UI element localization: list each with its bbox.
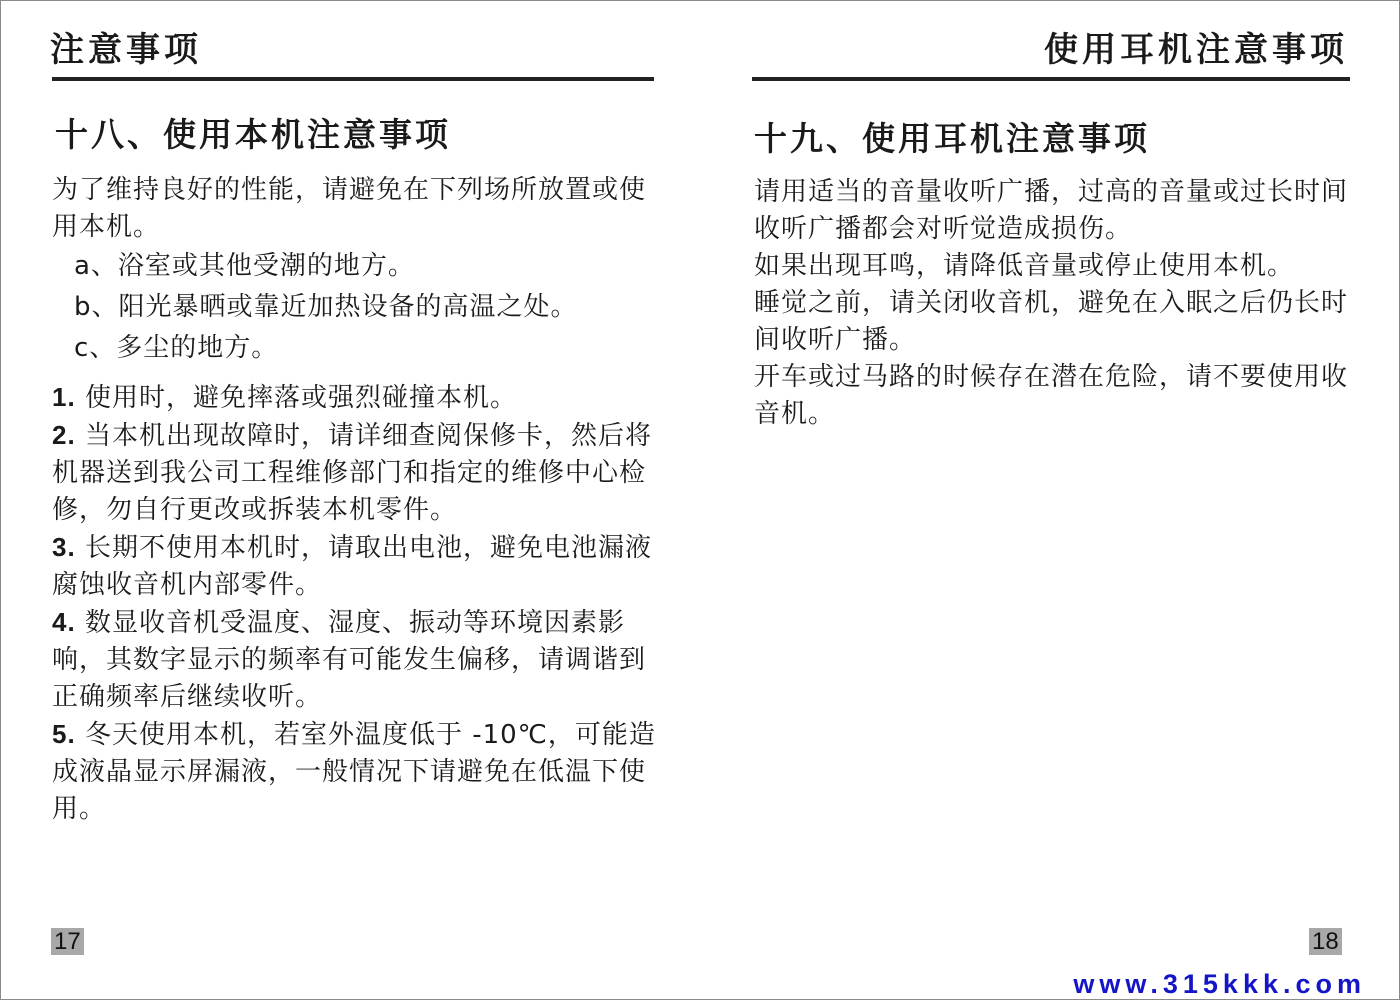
- numbered-item-4: [52, 604, 666, 716]
- right-section-title: 十九、使用耳机注意事项: [754, 119, 1150, 158]
- item-text: 当本机出现故障时，请详细查阅保修卡，然后将机器送到我公司工程维修部门和指定的维修中心检修，勿自行更改或拆装本机零件。: [52, 421, 652, 525]
- item-text: 冬天使用本机，若室外温度低于 -10℃，可能造成液晶显示屏漏液，一般情况下请避免在低温下使用。: [52, 720, 656, 824]
- right-header-rule: [752, 77, 1350, 81]
- paragraph-3: 睡觉之前，请关闭收音机，避免在入眠之后仍长时间收听广播。: [754, 288, 1349, 355]
- numbered-item-2: [52, 417, 666, 529]
- watermark-url: www.315kkk.com: [1073, 969, 1366, 999]
- item-text: 数显收音机受温度、湿度、振动等环境因素影响，其数字显示的频率有可能发生偏移，请调谐到正确频率后继续收听。: [52, 608, 647, 712]
- left-header-rule: [52, 77, 654, 81]
- left-page-header: 注意事项: [50, 30, 202, 70]
- item-number: 5.: [52, 719, 76, 749]
- intro-paragraph: 为了维持良好的性能，请避免在下列场所放置或使用本机。: [52, 175, 647, 242]
- paragraph-4: 开车或过马路的时候存在潜在危险，请不要使用收音机。: [754, 362, 1349, 429]
- left-page-body: [52, 172, 666, 828]
- right-page-body: [754, 174, 1354, 433]
- paragraph-1: 请用适当的音量收听广播，过高的音量或过长时间收听广播都会对听觉造成损伤。: [754, 177, 1349, 244]
- sub-item-c: c、多尘的地方。: [74, 333, 279, 363]
- numbered-item-1: [52, 379, 666, 417]
- left-section-title: 十八、使用本机注意事项: [55, 115, 451, 154]
- item-text: 长期不使用本机时，请取出电池，避免电池漏液腐蚀收音机内部零件。: [52, 533, 652, 600]
- sub-item-b: b、阳光暴晒或靠近加热设备的高温之处。: [74, 292, 578, 322]
- item-number: 3.: [52, 532, 76, 562]
- numbered-item-5: [52, 716, 666, 828]
- item-number: 1.: [52, 382, 76, 412]
- item-number: 2.: [52, 420, 76, 450]
- item-number: 4.: [52, 607, 76, 637]
- page-number-right: 18: [1309, 928, 1342, 955]
- item-text: 使用时，避免摔落或强烈碰撞本机。: [84, 383, 517, 413]
- paragraph-2: 如果出现耳鸣，请降低音量或停止使用本机。: [754, 251, 1295, 281]
- page-number-left: 17: [51, 928, 84, 955]
- right-page-header: 使用耳机注意事项: [1044, 30, 1348, 70]
- numbered-item-3: [52, 529, 666, 604]
- sub-item-a: a、浴室或其他受潮的地方。: [74, 251, 415, 281]
